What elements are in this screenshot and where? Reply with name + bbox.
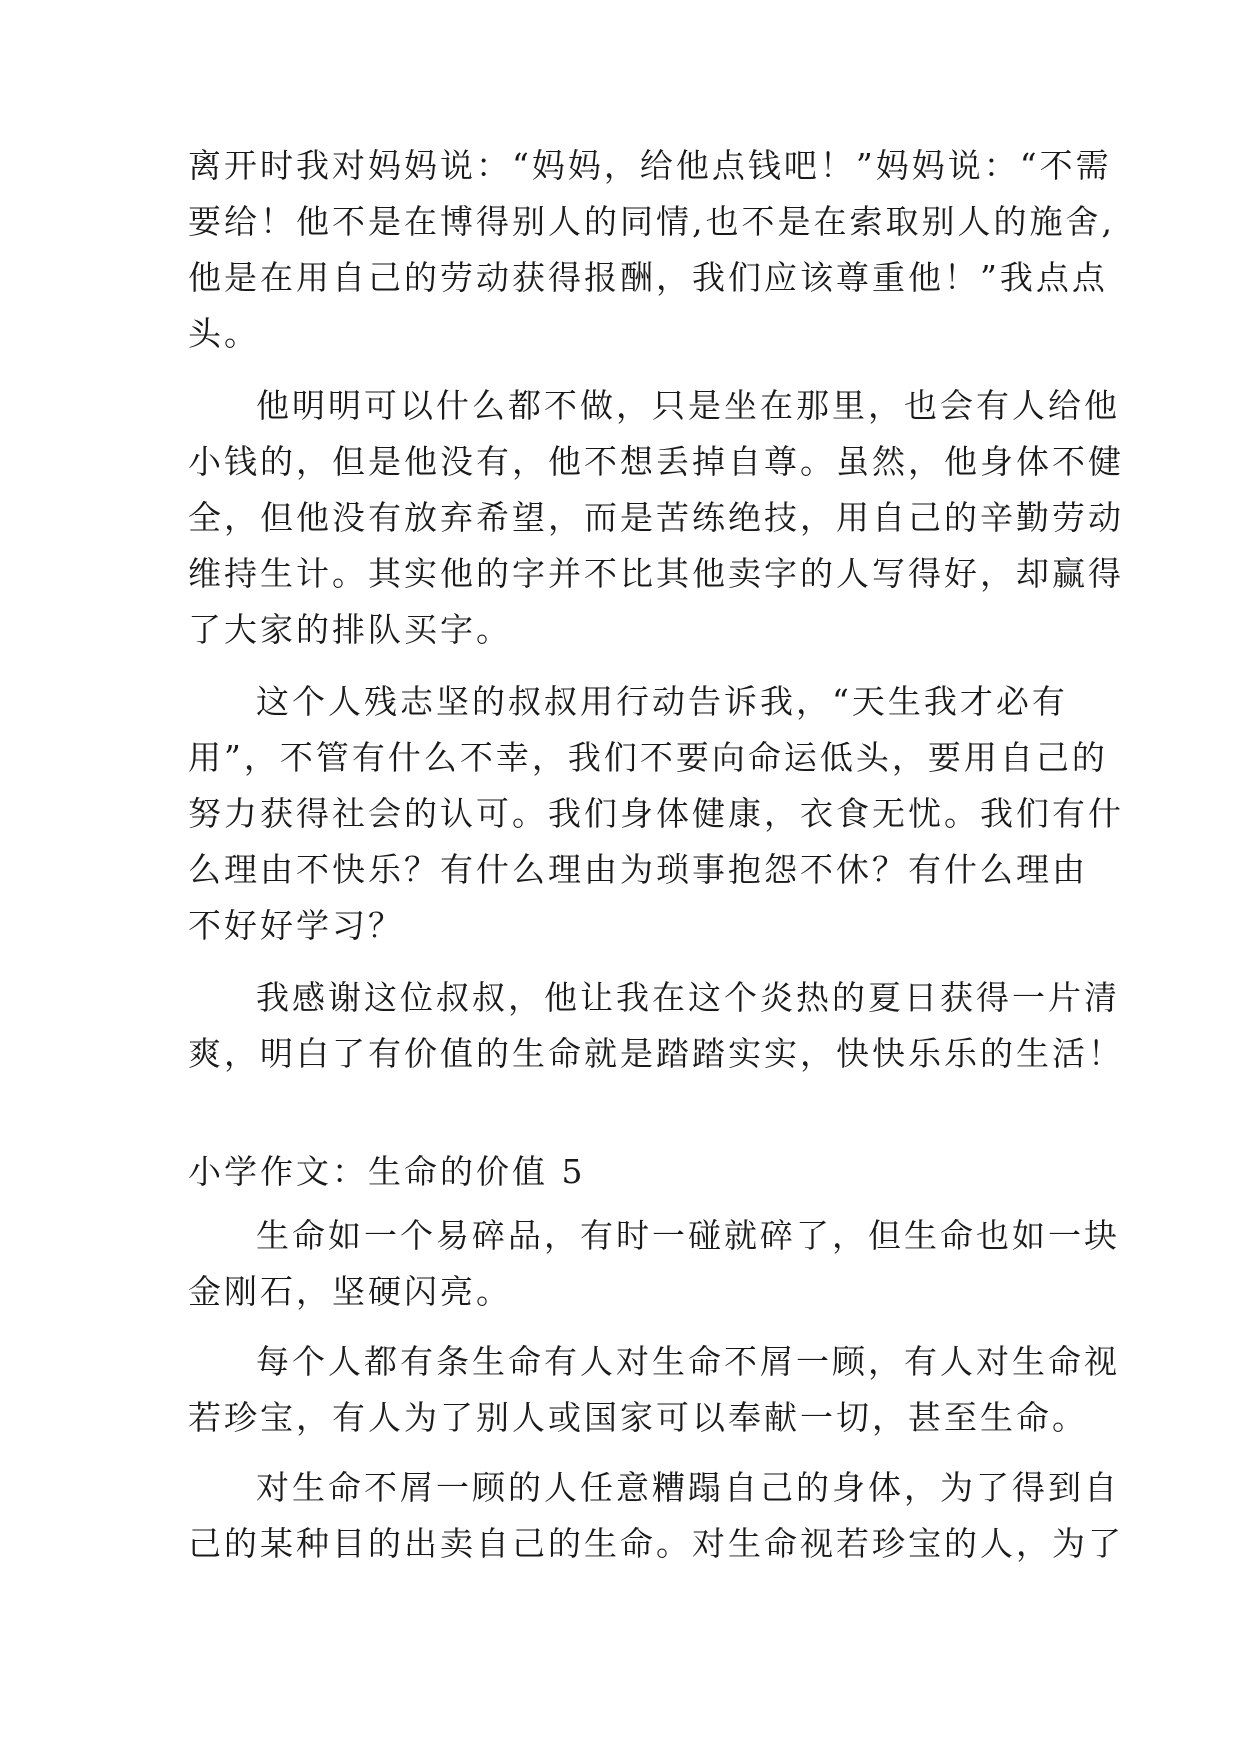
text-line: 小钱的，但是他没有，他不想丢掉自尊。虽然，他身体不健 bbox=[188, 442, 1124, 481]
text-line: 全，但他没有放弃希望，而是苦练绝技，用自己的辛勤劳动 bbox=[188, 498, 1124, 537]
text-line: 每个人都有条生命有人对生命不屑一顾，有人对生命视 bbox=[256, 1342, 1120, 1381]
text-line: 么理由不快乐？有什么理由为琐事抱怨不休？有什么理由 bbox=[188, 850, 1088, 889]
section-title: 小学作文：生命的价值 5 bbox=[188, 1152, 586, 1191]
text-line: 金刚石，坚硬闪亮。 bbox=[188, 1272, 512, 1311]
text-line: 用”，不管有什么不幸，我们不要向命运低头，要用自己的 bbox=[188, 738, 1108, 777]
text-line: 他是在用自己的劳动获得报酬，我们应该尊重他！”我点点 bbox=[188, 258, 1108, 297]
text-line: 要给！他不是在博得别人的同情,也不是在索取别人的施舍, bbox=[188, 202, 1115, 241]
text-line: 我感谢这位叔叔，他让我在这个炎热的夏日获得一片清 bbox=[256, 978, 1120, 1017]
text-line: 他明明可以什么都不做，只是坐在那里，也会有人给他 bbox=[256, 386, 1120, 425]
text-line: 对生命不屑一顾的人任意糟蹋自己的身体，为了得到自 bbox=[256, 1468, 1120, 1507]
text-line: 己的某种目的出卖自己的生命。对生命视若珍宝的人，为了 bbox=[188, 1524, 1124, 1563]
text-line: 生命如一个易碎品，有时一碰就碎了，但生命也如一块 bbox=[256, 1216, 1120, 1255]
text-line: 若珍宝，有人为了别人或国家可以奉献一切，甚至生命。 bbox=[188, 1398, 1088, 1437]
text-line: 爽，明白了有价值的生命就是踏踏实实，快快乐乐的生活！ bbox=[188, 1034, 1124, 1073]
text-line: 不好好学习？ bbox=[188, 906, 404, 945]
text-line: 这个人残志坚的叔叔用行动告诉我，“天生我才必有 bbox=[256, 682, 1068, 721]
text-line: 了大家的排队买字。 bbox=[188, 610, 512, 649]
text-line: 努力获得社会的认可。我们身体健康，衣食无忧。我们有什 bbox=[188, 794, 1124, 833]
text-line: 维持生计。其实他的字并不比其他卖字的人写得好，却赢得 bbox=[188, 554, 1124, 593]
text-line: 头。 bbox=[188, 314, 260, 353]
text-line: 离开时我对妈妈说：“妈妈，给他点钱吧！”妈妈说：“不需 bbox=[188, 146, 1112, 185]
